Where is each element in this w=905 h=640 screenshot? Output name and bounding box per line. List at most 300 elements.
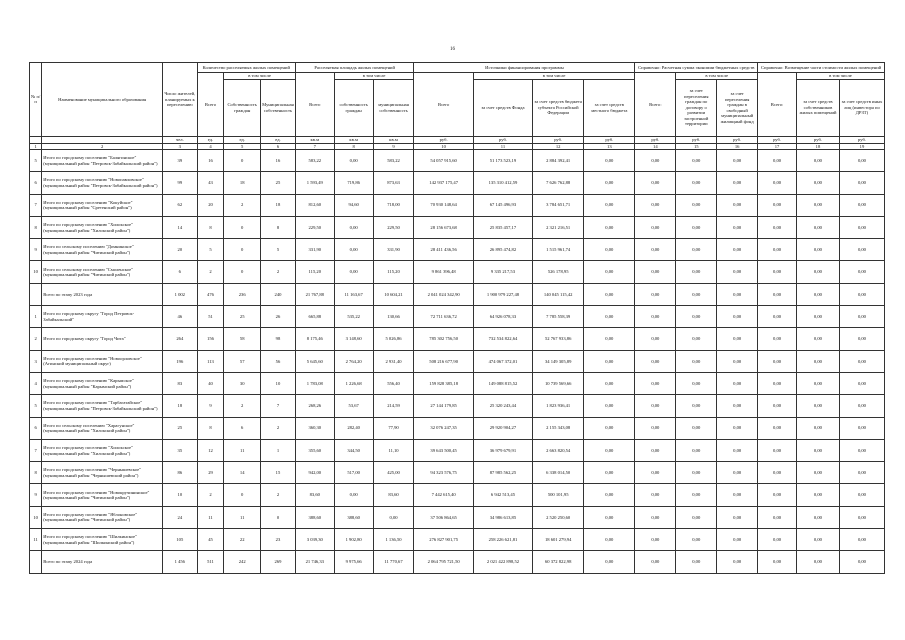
group-area: Расселяемая площадь жилых помещений — [295, 63, 414, 73]
value-cell: 14 — [162, 216, 197, 238]
value-cell: 0,00 — [635, 261, 676, 283]
col-fin-subject: за счет средств бюджета субъекта Российской Федерации — [533, 79, 584, 136]
value-cell: 0,00 — [717, 462, 758, 484]
value-cell: 0,00 — [676, 506, 717, 528]
unit-cell: руб. — [839, 136, 884, 143]
value-cell: 8 — [261, 216, 296, 238]
value-cell: 5 026,86 — [373, 328, 414, 350]
value-cell: 0,00 — [758, 372, 797, 394]
row-number: 8 — [30, 216, 42, 238]
value-cell: 11 — [224, 439, 261, 461]
value-cell: 7 — [261, 395, 296, 417]
value-cell: 0,00 — [635, 372, 676, 394]
value-cell: 5 645,60 — [295, 350, 334, 372]
col-residents: Число жителей, планируемых к переселению — [162, 63, 197, 137]
value-cell: 264 — [162, 328, 197, 350]
value-cell: 0,00 — [676, 395, 717, 417]
value-cell: 0,00 — [584, 283, 635, 305]
row-number: 7 — [30, 194, 42, 216]
row-number — [30, 283, 42, 305]
value-cell: 8 — [197, 417, 224, 439]
value-cell: 0 — [224, 261, 261, 283]
value-cell: 388,60 — [334, 506, 373, 528]
column-number-cell: 15 — [676, 143, 717, 150]
col-count-citizens: Собственность граждан — [224, 79, 261, 136]
value-cell: 0,00 — [584, 462, 635, 484]
value-cell: 0,00 — [839, 551, 884, 573]
value-cell: 268,26 — [295, 395, 334, 417]
value-cell: 10 — [261, 372, 296, 394]
value-cell: 719,86 — [334, 172, 373, 194]
table-row — [30, 306, 885, 328]
value-cell: 0,00 — [839, 484, 884, 506]
value-cell: 269 — [261, 551, 296, 573]
value-cell: 25 320 243,44 — [473, 395, 532, 417]
municipality-name: Всего по этапу 2023 года — [42, 283, 163, 305]
table-row — [30, 239, 885, 261]
value-cell: 105 — [162, 529, 197, 551]
value-cell: 16 — [197, 150, 224, 172]
value-cell: 0,00 — [796, 529, 839, 551]
value-cell: 2 520 250,60 — [533, 506, 584, 528]
unit-cell: руб. — [758, 136, 797, 143]
value-cell: 25 — [162, 417, 197, 439]
row-number: 10 — [30, 261, 42, 283]
value-cell: 6 942 513,45 — [473, 484, 532, 506]
unit-cell — [42, 136, 163, 143]
value-cell: 156 — [197, 328, 224, 350]
municipality-name: Итого по городскому поселению "Хилокское" (муниципальный район "Хилокский район") — [42, 439, 163, 461]
value-cell: 2 021 422 898,52 — [473, 551, 532, 573]
row-number: 6 — [30, 172, 42, 194]
value-cell: 2 — [224, 194, 261, 216]
value-cell: 0,00 — [796, 239, 839, 261]
unit-cell: ед. — [197, 136, 224, 143]
table-row — [30, 150, 885, 172]
value-cell: 0,00 — [839, 328, 884, 350]
value-cell: 0,00 — [676, 283, 717, 305]
col-sav-contract: за счет переселения граждан по договору о развитии застроенной территории — [676, 79, 717, 136]
col-exc-owners: за счет средств собственников жилых помещений — [796, 79, 839, 136]
value-cell: 58 — [224, 328, 261, 350]
value-cell: 0,00 — [635, 239, 676, 261]
municipality-name: Итого по городскому округу "Город Петровск-Забайкальский" — [42, 306, 163, 328]
value-cell: 0,00 — [635, 506, 676, 528]
value-cell: 28 156 673,68 — [414, 216, 473, 238]
value-cell: 812,60 — [295, 194, 334, 216]
municipality-name: Итого по сельскому поселению "Домнинское" (муниципальный район "Читинский район") — [42, 239, 163, 261]
value-cell: 0,00 — [758, 350, 797, 372]
value-cell: 500 101,95 — [533, 484, 584, 506]
value-cell: 10 739 569,66 — [533, 372, 584, 394]
municipality-name: Итого по сельскому поселению "Смоленское" (муниципальный район "Читинский район") — [42, 261, 163, 283]
value-cell: 0,00 — [839, 529, 884, 551]
value-cell: 1 783,08 — [295, 372, 334, 394]
unit-cell: руб. — [414, 136, 473, 143]
page-number: 16 — [450, 47, 455, 52]
value-cell: 21 746,33 — [295, 551, 334, 573]
value-cell: 28 411 436,56 — [414, 239, 473, 261]
value-cell: 0,00 — [717, 350, 758, 372]
value-cell: 583,22 — [373, 150, 414, 172]
value-cell: 0,00 — [334, 150, 373, 172]
municipality-name: Итого по городскому поселению "Новокручининское" (муниципальный район "Читинский район") — [42, 484, 163, 506]
value-cell: 0,00 — [717, 150, 758, 172]
excess-subgroup: в том числе — [796, 73, 884, 80]
table-row — [30, 551, 885, 573]
value-cell: 2 155 343,08 — [533, 417, 584, 439]
value-cell: 0 — [224, 150, 261, 172]
value-cell: 56 — [261, 350, 296, 372]
value-cell: 14 — [224, 462, 261, 484]
resettlement-table — [29, 62, 885, 574]
value-cell: 0,00 — [635, 395, 676, 417]
value-cell: 0,00 — [758, 172, 797, 194]
value-cell: 32 076 247,35 — [414, 417, 473, 439]
value-cell: 0,00 — [584, 439, 635, 461]
value-cell: 1 002 — [162, 283, 197, 305]
value-cell: 0,00 — [796, 350, 839, 372]
value-cell: 718,00 — [373, 194, 414, 216]
value-cell: 0,00 — [839, 506, 884, 528]
value-cell: 99 — [162, 172, 197, 194]
value-cell: 0,00 — [758, 395, 797, 417]
value-cell: 0,00 — [839, 239, 884, 261]
value-cell: 10 604,21 — [373, 283, 414, 305]
value-cell: 0,00 — [717, 172, 758, 194]
value-cell: 2 — [224, 395, 261, 417]
value-cell: 2 064 795 721,50 — [414, 551, 473, 573]
value-cell: 3 784 651,71 — [533, 194, 584, 216]
col-count-municipal: Муниципальная собственность — [261, 79, 296, 136]
column-number-cell: 9 — [373, 143, 414, 150]
value-cell: 0,00 — [635, 484, 676, 506]
value-cell: 0,00 — [334, 216, 373, 238]
col-count-total: Всего — [197, 73, 224, 137]
value-cell: 276 827 901,75 — [414, 529, 473, 551]
value-cell: 526 178,95 — [533, 261, 584, 283]
value-cell: 0,00 — [839, 172, 884, 194]
table-row — [30, 216, 885, 238]
value-cell: 87 985 562,25 — [473, 462, 532, 484]
value-cell: 0,00 — [839, 194, 884, 216]
value-cell: 83,60 — [373, 484, 414, 506]
value-cell: 0,00 — [584, 328, 635, 350]
value-cell: 0,00 — [796, 462, 839, 484]
row-number: 11 — [30, 529, 42, 551]
value-cell: 360,30 — [295, 417, 334, 439]
value-cell: 0,00 — [758, 484, 797, 506]
value-cell: 2 321 216,51 — [533, 216, 584, 238]
column-number-cell: 18 — [796, 143, 839, 150]
value-cell: 62 — [162, 194, 197, 216]
value-cell: 20 — [197, 194, 224, 216]
value-cell: 0,00 — [717, 306, 758, 328]
row-number: 5 — [30, 150, 42, 172]
value-cell: 26 — [261, 306, 296, 328]
area-subgroup: в том числе — [334, 73, 414, 80]
value-cell: 36 979 679,91 — [473, 439, 532, 461]
value-cell: 0 — [261, 506, 296, 528]
row-number: 8 — [30, 462, 42, 484]
value-cell: 0,00 — [839, 462, 884, 484]
value-cell: 1 902,80 — [334, 529, 373, 551]
value-cell: 0,00 — [758, 551, 797, 573]
column-number-cell: 10 — [414, 143, 473, 150]
unit-cell: руб. — [473, 136, 532, 143]
value-cell: 7 626 762,88 — [533, 172, 584, 194]
value-cell: 45 — [197, 529, 224, 551]
value-cell: 0,00 — [758, 529, 797, 551]
value-cell: 0,00 — [839, 216, 884, 238]
municipality-name: Итого по городскому поселению "Балягинское" (муниципальный район "Петровск-Забайкальский район") — [42, 150, 163, 172]
table-row — [30, 529, 885, 551]
value-cell: 35 — [162, 439, 197, 461]
value-cell: 11 770,67 — [373, 551, 414, 573]
value-cell: 9 975,66 — [334, 551, 373, 573]
value-cell: 0,00 — [676, 306, 717, 328]
value-cell: 0,00 — [717, 506, 758, 528]
value-cell: 0,00 — [839, 306, 884, 328]
value-cell: 8 — [197, 216, 224, 238]
value-cell: 0,00 — [584, 551, 635, 573]
value-cell: 0,00 — [676, 216, 717, 238]
value-cell: 51 173 523,19 — [473, 150, 532, 172]
value-cell: 1 593,49 — [295, 172, 334, 194]
value-cell: 0,00 — [334, 484, 373, 506]
unit-cell: кв.м — [334, 136, 373, 143]
value-cell: 0,00 — [839, 350, 884, 372]
value-cell: 2 931,40 — [373, 350, 414, 372]
value-cell: 11 163,67 — [334, 283, 373, 305]
value-cell: 0,00 — [635, 551, 676, 573]
value-cell: 0,00 — [796, 172, 839, 194]
value-cell: 11,10 — [373, 439, 414, 461]
value-cell: 0,00 — [758, 261, 797, 283]
value-cell: 18 — [261, 194, 296, 216]
table-row — [30, 172, 885, 194]
value-cell: 0,00 — [717, 216, 758, 238]
value-cell: 425,00 — [373, 462, 414, 484]
value-cell: 0,00 — [758, 439, 797, 461]
unit-cell: ед. — [261, 136, 296, 143]
value-cell: 474 067 372,01 — [473, 350, 532, 372]
unit-cell: руб. — [533, 136, 584, 143]
table-row — [30, 350, 885, 372]
value-cell: 67 145 496,93 — [473, 194, 532, 216]
row-number: 3 — [30, 350, 42, 372]
value-cell: 16 — [261, 150, 296, 172]
value-cell: 0,00 — [796, 194, 839, 216]
row-number: 7 — [30, 439, 42, 461]
finance-subgroup: в том числе — [473, 73, 635, 80]
value-cell: 3 148,60 — [334, 328, 373, 350]
value-cell: 0,00 — [717, 395, 758, 417]
value-cell: 94 323 576,75 — [414, 462, 473, 484]
value-cell: 0,00 — [584, 417, 635, 439]
column-number-cell: 5 — [224, 143, 261, 150]
value-cell: 0,00 — [676, 239, 717, 261]
value-cell: 0,00 — [758, 462, 797, 484]
table-row — [30, 283, 885, 305]
value-cell: 0,00 — [717, 328, 758, 350]
value-cell: 1 456 — [162, 551, 197, 573]
municipality-name: Итого по городскому поселению "Новоорловское" (Агинский муниципальный округ) — [42, 350, 163, 372]
value-cell: 0,00 — [796, 328, 839, 350]
value-cell: 0,00 — [839, 283, 884, 305]
value-cell: 1 136,50 — [373, 529, 414, 551]
row-number: 9 — [30, 239, 42, 261]
value-cell: 149 088 815,52 — [473, 372, 532, 394]
value-cell: 24 — [162, 506, 197, 528]
row-number: 10 — [30, 506, 42, 528]
value-cell: 83 — [162, 372, 197, 394]
value-cell: 0,00 — [334, 239, 373, 261]
value-cell: 77,90 — [373, 417, 414, 439]
value-cell: 135 310 412,59 — [473, 172, 532, 194]
unit-cell: руб. — [635, 136, 676, 143]
value-cell: 196 — [162, 350, 197, 372]
value-cell: 7 785 558,39 — [533, 306, 584, 328]
value-cell: 18 — [224, 172, 261, 194]
value-cell: 0,00 — [676, 462, 717, 484]
value-cell: 0,00 — [584, 306, 635, 328]
value-cell: 72 711 636,72 — [414, 306, 473, 328]
value-cell: 2 041 024 342,90 — [414, 283, 473, 305]
value-cell: 26 895 474,82 — [473, 239, 532, 261]
value-cell: 344,50 — [334, 439, 373, 461]
column-number-cell: 6 — [261, 143, 296, 150]
value-cell: 98 — [261, 328, 296, 350]
value-cell: 583,22 — [295, 150, 334, 172]
value-cell: 0,00 — [635, 306, 676, 328]
value-cell: 64 926 078,33 — [473, 306, 532, 328]
col-area-municipal: муниципальная собственность — [373, 79, 414, 136]
value-cell: 229,50 — [295, 216, 334, 238]
value-cell: 355,60 — [295, 439, 334, 461]
group-savings: Справочно: Расчетная сумма экономии бюджетных средств — [635, 63, 758, 73]
value-cell: 6 — [162, 261, 197, 283]
col-name: Наименование муниципального образования — [42, 63, 163, 137]
value-cell: 0,00 — [584, 395, 635, 417]
value-cell: 331,90 — [373, 239, 414, 261]
column-number-cell: 8 — [334, 143, 373, 150]
value-cell: 0,00 — [676, 261, 717, 283]
value-cell: 2 — [261, 417, 296, 439]
value-cell: 0,00 — [635, 172, 676, 194]
value-cell: 142 937 175,47 — [414, 172, 473, 194]
value-cell: 0,00 — [635, 529, 676, 551]
value-cell: 0,00 — [584, 506, 635, 528]
group-count: Количество расселяемых жилых помещений — [197, 63, 295, 73]
value-cell: 0,00 — [676, 484, 717, 506]
value-cell: 12 — [197, 439, 224, 461]
col-exc-total: Всего: — [758, 73, 797, 137]
value-cell: 0,00 — [839, 395, 884, 417]
col-area-citizens: собственность граждан — [334, 79, 373, 136]
value-cell: 229,50 — [373, 216, 414, 238]
value-cell: 0,00 — [796, 439, 839, 461]
value-cell: 0,00 — [796, 372, 839, 394]
value-cell: 34 149 305,89 — [533, 350, 584, 372]
value-cell: 0,00 — [676, 439, 717, 461]
value-cell: 0,00 — [584, 529, 635, 551]
value-cell: 3 039,30 — [295, 529, 334, 551]
value-cell: 52 767 933,86 — [533, 328, 584, 350]
value-cell: 0,00 — [796, 150, 839, 172]
value-cell: 242 — [224, 551, 261, 573]
unit-cell: чел. — [162, 136, 197, 143]
value-cell: 282,40 — [334, 417, 373, 439]
table-row — [30, 328, 885, 350]
value-cell: 0,00 — [758, 328, 797, 350]
value-cell: 27 144 179,85 — [414, 395, 473, 417]
row-number: 5 — [30, 395, 42, 417]
column-number-cell: 14 — [635, 143, 676, 150]
value-cell: 0,00 — [584, 261, 635, 283]
value-cell: 942,00 — [295, 462, 334, 484]
value-cell: 5 — [261, 239, 296, 261]
value-cell: 6 338 014,50 — [533, 462, 584, 484]
value-cell: 7 442 615,40 — [414, 484, 473, 506]
value-cell: 0,00 — [796, 551, 839, 573]
group-finance: Источники финансирования программы — [414, 63, 635, 73]
table-row — [30, 484, 885, 506]
column-number-cell: 11 — [473, 143, 532, 150]
value-cell: 0,00 — [758, 194, 797, 216]
value-cell: 0,00 — [676, 551, 717, 573]
value-cell: 0,00 — [839, 372, 884, 394]
value-cell: 23 — [261, 529, 296, 551]
table-row — [30, 372, 885, 394]
value-cell: 2 884 392,41 — [533, 150, 584, 172]
value-cell: 83,60 — [295, 484, 334, 506]
col-fin-total: Всего — [414, 73, 473, 137]
value-cell: 0,00 — [758, 239, 797, 261]
row-number: 9 — [30, 484, 42, 506]
value-cell: 0,00 — [717, 261, 758, 283]
value-cell: 0,00 — [676, 350, 717, 372]
value-cell: 25 — [224, 306, 261, 328]
table-row — [30, 506, 885, 528]
value-cell: 5 — [197, 239, 224, 261]
value-cell: 9 — [197, 395, 224, 417]
value-cell: 1 226,68 — [334, 372, 373, 394]
value-cell: 508 216 677,90 — [414, 350, 473, 372]
value-cell: 0,00 — [717, 239, 758, 261]
value-cell: 0,00 — [758, 306, 797, 328]
value-cell: 517,00 — [334, 462, 373, 484]
value-cell: 665,88 — [295, 306, 334, 328]
column-number-cell: 12 — [533, 143, 584, 150]
value-cell: 39 643 500,45 — [414, 439, 473, 461]
value-cell: 1 — [261, 439, 296, 461]
value-cell: 70 930 148,64 — [414, 194, 473, 216]
value-cell: 236 — [224, 283, 261, 305]
value-cell: 40 — [197, 372, 224, 394]
col-no: № п/п — [30, 63, 42, 137]
value-cell: 1 823 936,41 — [533, 395, 584, 417]
value-cell: 0,00 — [635, 328, 676, 350]
value-cell: 0,00 — [758, 283, 797, 305]
value-cell: 0 — [224, 216, 261, 238]
value-cell: 57 — [224, 350, 261, 372]
value-cell: 9 335 217,53 — [473, 261, 532, 283]
value-cell: 9 861 396,48 — [414, 261, 473, 283]
value-cell: 0,00 — [676, 417, 717, 439]
value-cell: 258 226 621,81 — [473, 529, 532, 551]
value-cell: 0,00 — [796, 216, 839, 238]
